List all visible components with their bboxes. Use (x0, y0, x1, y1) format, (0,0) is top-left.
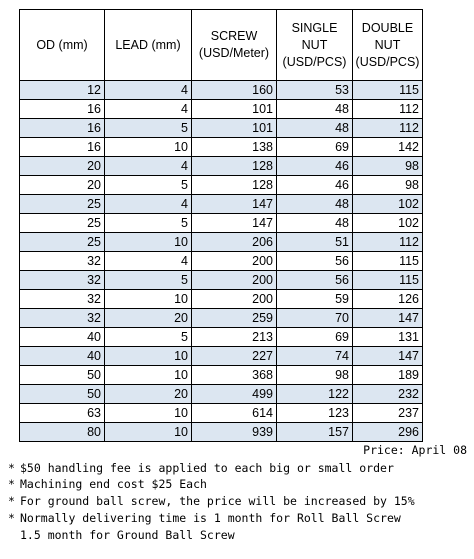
header-single-nut: SINGLE NUT (USD/PCS) (277, 10, 353, 81)
cell-lead: 10 (105, 290, 192, 309)
cell-double-nut: 237 (353, 404, 423, 423)
cell-od: 25 (20, 214, 105, 233)
table-row (20, 176, 423, 195)
note-text: $50 handling fee is applied to each big or small order (20, 460, 394, 475)
header-lead: LEAD (mm) (105, 10, 192, 81)
bullet-icon: * (8, 494, 15, 509)
notes-continuation: 1.5 month for Ground Ball Screw (20, 527, 235, 542)
table-row (20, 309, 423, 328)
table-row (20, 100, 423, 119)
note-item (8, 510, 474, 527)
cell-screw: 147 (192, 214, 277, 233)
cell-double-nut: 147 (353, 347, 423, 366)
note-item (8, 476, 474, 493)
table-row (20, 233, 423, 252)
cell-single-nut: 157 (277, 423, 353, 442)
cell-double-nut: 147 (353, 309, 423, 328)
cell-screw: 160 (192, 81, 277, 100)
cell-double-nut: 98 (353, 157, 423, 176)
table-header-row (20, 10, 423, 81)
cell-lead: 10 (105, 423, 192, 442)
cell-od: 16 (20, 138, 105, 157)
cell-od: 32 (20, 252, 105, 271)
cell-double-nut: 126 (353, 290, 423, 309)
cell-od: 80 (20, 423, 105, 442)
table-row (20, 290, 423, 309)
cell-single-nut: 74 (277, 347, 353, 366)
notes (8, 443, 474, 543)
cell-od: 20 (20, 157, 105, 176)
table-row (20, 347, 423, 366)
table-row (20, 195, 423, 214)
cell-single-nut: 48 (277, 100, 353, 119)
table-row (20, 81, 423, 100)
cell-lead: 5 (105, 328, 192, 347)
cell-od: 63 (20, 404, 105, 423)
price-date: Price: April 08 (363, 443, 467, 457)
cell-od: 16 (20, 100, 105, 119)
cell-screw: 200 (192, 271, 277, 290)
cell-od: 32 (20, 271, 105, 290)
cell-double-nut: 232 (353, 385, 423, 404)
cell-lead: 10 (105, 366, 192, 385)
cell-od: 20 (20, 176, 105, 195)
cell-double-nut: 189 (353, 366, 423, 385)
cell-od: 16 (20, 119, 105, 138)
cell-od: 25 (20, 195, 105, 214)
cell-double-nut: 112 (353, 100, 423, 119)
cell-lead: 20 (105, 309, 192, 328)
cell-lead: 4 (105, 195, 192, 214)
cell-double-nut: 142 (353, 138, 423, 157)
cell-lead: 10 (105, 138, 192, 157)
header-screw: SCREW (USD/Meter) (192, 10, 277, 81)
cell-double-nut: 112 (353, 233, 423, 252)
cell-double-nut: 98 (353, 176, 423, 195)
cell-single-nut: 56 (277, 252, 353, 271)
cell-lead: 10 (105, 347, 192, 366)
table-row (20, 385, 423, 404)
cell-screw: 259 (192, 309, 277, 328)
cell-od: 25 (20, 233, 105, 252)
cell-lead: 4 (105, 252, 192, 271)
header-od: OD (mm) (20, 10, 105, 81)
table-row (20, 404, 423, 423)
cell-double-nut: 115 (353, 271, 423, 290)
cell-single-nut: 59 (277, 290, 353, 309)
cell-lead: 4 (105, 157, 192, 176)
cell-lead: 4 (105, 100, 192, 119)
cell-lead: 4 (105, 81, 192, 100)
cell-screw: 368 (192, 366, 277, 385)
cell-od: 40 (20, 347, 105, 366)
cell-screw: 206 (192, 233, 277, 252)
cell-od: 32 (20, 290, 105, 309)
cell-lead: 5 (105, 176, 192, 195)
table-row (20, 328, 423, 347)
cell-screw: 499 (192, 385, 277, 404)
cell-lead: 10 (105, 404, 192, 423)
cell-od: 40 (20, 328, 105, 347)
cell-od: 32 (20, 309, 105, 328)
cell-single-nut: 46 (277, 157, 353, 176)
table-row (20, 214, 423, 233)
table-row (20, 252, 423, 271)
cell-screw: 227 (192, 347, 277, 366)
cell-double-nut: 296 (353, 423, 423, 442)
bullet-icon: * (8, 510, 15, 525)
cell-lead: 10 (105, 233, 192, 252)
note-item (8, 460, 474, 477)
table-row (20, 157, 423, 176)
cell-single-nut: 123 (277, 404, 353, 423)
cell-screw: 128 (192, 176, 277, 195)
cell-screw: 101 (192, 119, 277, 138)
header-double-nut: DOUBLE NUT (USD/PCS) (353, 10, 423, 81)
cell-screw: 138 (192, 138, 277, 157)
cell-screw: 213 (192, 328, 277, 347)
cell-screw: 939 (192, 423, 277, 442)
cell-double-nut: 115 (353, 252, 423, 271)
cell-single-nut: 70 (277, 309, 353, 328)
cell-double-nut: 131 (353, 328, 423, 347)
cell-screw: 101 (192, 100, 277, 119)
cell-screw: 128 (192, 157, 277, 176)
bullet-icon: * (8, 477, 15, 492)
note-text: For ground ball screw, the price will be increased by 15% (20, 494, 415, 509)
table-row (20, 138, 423, 157)
price-table (19, 9, 423, 442)
cell-screw: 200 (192, 290, 277, 309)
cell-lead: 5 (105, 119, 192, 138)
cell-single-nut: 69 (277, 328, 353, 347)
cell-single-nut: 48 (277, 214, 353, 233)
cell-lead: 5 (105, 271, 192, 290)
cell-double-nut: 102 (353, 214, 423, 233)
cell-double-nut: 112 (353, 119, 423, 138)
cell-screw: 614 (192, 404, 277, 423)
cell-od: 12 (20, 81, 105, 100)
note-text: Normally delivering time is 1 month for Roll Ball Screw (20, 510, 401, 525)
note-item (8, 493, 474, 510)
table-row (20, 119, 423, 138)
cell-single-nut: 122 (277, 385, 353, 404)
cell-single-nut: 48 (277, 119, 353, 138)
cell-lead: 20 (105, 385, 192, 404)
cell-single-nut: 69 (277, 138, 353, 157)
note-text: Machining end cost $25 Each (20, 477, 207, 492)
cell-single-nut: 98 (277, 366, 353, 385)
cell-single-nut: 56 (277, 271, 353, 290)
cell-screw: 200 (192, 252, 277, 271)
cell-lead: 5 (105, 214, 192, 233)
cell-single-nut: 48 (277, 195, 353, 214)
cell-od: 50 (20, 366, 105, 385)
table-row (20, 366, 423, 385)
table-row (20, 423, 423, 442)
cell-screw: 147 (192, 195, 277, 214)
cell-od: 50 (20, 385, 105, 404)
cell-double-nut: 102 (353, 195, 423, 214)
table-row (20, 271, 423, 290)
bullet-icon: * (8, 460, 15, 475)
cell-double-nut: 115 (353, 81, 423, 100)
cell-single-nut: 53 (277, 81, 353, 100)
cell-single-nut: 51 (277, 233, 353, 252)
cell-single-nut: 46 (277, 176, 353, 195)
